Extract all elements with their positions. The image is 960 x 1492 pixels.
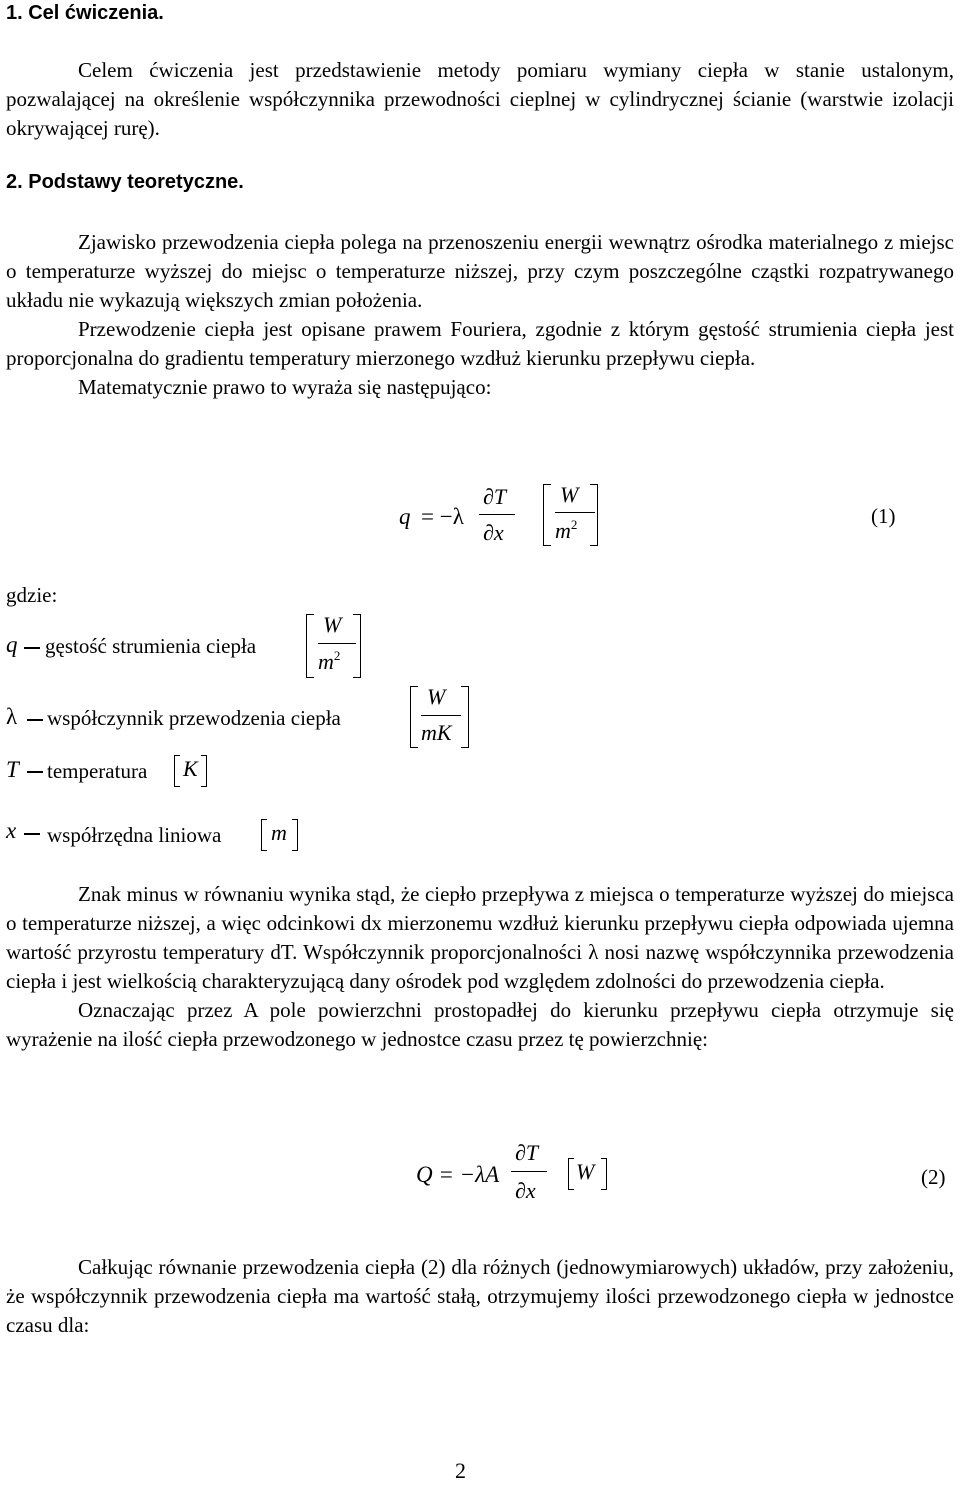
eq2-number: (2) xyxy=(921,1165,946,1189)
eq1-numerator: ∂T xyxy=(483,484,507,509)
legend-item-lambda xyxy=(0,682,600,752)
legend-lambda-unit-numerator: W xyxy=(427,684,446,709)
section-1-heading: 1. Cel ćwiczenia. xyxy=(6,2,164,24)
eq2-left-bracket xyxy=(568,1158,574,1190)
eq2-denominator: ∂x xyxy=(515,1178,536,1203)
equation-1 xyxy=(395,478,955,558)
eq1-denominator: ∂x xyxy=(483,520,504,545)
section-1-paragraph: Celem ćwiczenia jest przedstawienie metody pomiaru wymiany ciepła w stanie ustalonym, pozwalającej na określenie współczynnika przewodności cieplnej w cylindrycznej ścianie (warstwie izolacji okrywającej rurę). xyxy=(6,58,954,140)
legend-T-right-bracket xyxy=(201,755,207,787)
eq2-numerator: ∂T xyxy=(515,1140,539,1165)
section-2-heading: 2. Podstawy teoretyczne. xyxy=(6,171,244,193)
legend-q-unit-numerator: W xyxy=(323,612,342,637)
paragraph-area-a: Oznaczając przez A pole powierzchni prostopadłej do kierunku przepływu ciepła otrzymuje się wyrażenie na ilość ciepła przewodzonego w jednostce czasu przez tę powierzchnię: xyxy=(6,998,954,1051)
legend-lambda-dash xyxy=(27,719,43,721)
eq1-right-bracket xyxy=(590,484,598,546)
section-2-paragraph-1: Zjawisko przewodzenia ciepła polega na przenoszeniu energii wewnątrz ośrodka materialnego z miejsc o temperaturze wyższej do miejsc o temperaturze niższej, przy czym poszczególne cząstki rozpatrywanego układu nie wykazują większych zmian położenia. xyxy=(6,230,954,312)
legend-x-dash xyxy=(24,833,40,835)
legend-T-unit: K xyxy=(183,756,198,781)
legend-x-symbol: x xyxy=(6,818,17,843)
section-2-paragraph-2: Przewodzenie ciepła jest opisane prawem Fouriera, zgodnie z którym gęstość strumienia ciepła jest proporcjonalna do gradientu temperatury mierzonego wzdłuż kierunku przepływu ciepła. xyxy=(6,317,954,370)
section-1-text xyxy=(6,56,954,143)
legend-x-right-bracket xyxy=(292,819,298,851)
legend-x-unit: m xyxy=(271,820,287,845)
legend-q-symbol: q xyxy=(6,632,18,657)
legend-lambda-text: współczynnik przewodzenia ciepła xyxy=(47,706,341,730)
legend-T-left-bracket xyxy=(174,755,180,787)
equation-2 xyxy=(410,1138,955,1218)
section-2-text xyxy=(6,228,954,402)
body-text-after-legend xyxy=(6,880,954,1054)
legend-lambda-unit-bar xyxy=(421,715,461,716)
eq1-unit-base: m xyxy=(555,518,571,543)
legend-q-text: gęstość strumienia ciepła xyxy=(45,634,257,658)
legend-lambda-left-bracket xyxy=(410,686,418,748)
paragraph-minus-sign: Znak minus w równaniu wynika stąd, że ciepło przepływa z miejsca o temperaturze wyższej do miejsca o temperaturze niższej, a więc odcinkowi dx mierzonemu wzdłuż kierunku przepływu ciepła odpowiada ujemna wartość przyrostu temperatury dT. Współczynnik proporcjonalności λ nosi nazwę współczynnika przewodzenia ciepła i jest wielkością charakteryzującą dany ośrodek pod względem zdolności do przewodzenia ciepła. xyxy=(6,882,954,993)
eq1-unit-numerator: W xyxy=(560,482,579,507)
legend-intro: gdzie: xyxy=(6,583,58,607)
eq1-fraction-bar xyxy=(479,514,515,515)
legend-T-text: temperatura xyxy=(47,759,148,783)
legend-item-T xyxy=(0,752,600,792)
eq1-unit-exponent: 2 xyxy=(570,517,578,532)
eq1-equals-lambda: = −λ xyxy=(421,504,464,529)
paragraph-integration: Całkując równanie przewodzenia ciepła (2) dla różnych (jednowymiarowych) układów, przy założeniu, że współczynnik przewodzenia ciepła ma wartość stałą, otrzymujemy ilości przewodzonego ciepła w jednostce czasu dla: xyxy=(6,1255,954,1337)
legend-q-unit-base: m xyxy=(318,649,334,674)
legend-q-left-bracket xyxy=(306,614,314,678)
legend-x-left-bracket xyxy=(261,819,267,851)
eq2-unit: W xyxy=(576,1159,595,1184)
eq2-lhs: Q = −λA xyxy=(416,1162,500,1187)
legend-lambda-unit-denominator: mK xyxy=(421,720,452,745)
eq2-right-bracket xyxy=(601,1158,607,1190)
legend-q-right-bracket xyxy=(353,614,361,678)
body-text-last xyxy=(6,1253,954,1340)
page-number: 2 xyxy=(455,1458,466,1483)
eq1-unit-denominator xyxy=(555,518,577,544)
legend-lambda-right-bracket xyxy=(461,686,469,748)
legend-x-text: współrzędna liniowa xyxy=(47,823,222,847)
legend-T-symbol: T xyxy=(6,757,19,782)
section-2-paragraph-3: Matematycznie prawo to wyraża się następująco: xyxy=(78,375,492,399)
legend-T-dash xyxy=(27,771,43,773)
legend-item-x xyxy=(0,815,600,855)
eq1-left-bracket xyxy=(543,484,551,546)
legend-q-unit-exponent: 2 xyxy=(333,648,341,663)
eq1-unit-bar xyxy=(555,512,595,513)
eq2-fraction-bar xyxy=(511,1171,547,1172)
legend-item-q xyxy=(0,612,600,682)
legend-q-dash xyxy=(24,647,40,649)
eq1-number: (1) xyxy=(871,504,896,528)
legend-q-unit-denominator xyxy=(318,649,340,675)
eq1-lhs: q xyxy=(399,504,411,529)
legend-lambda-symbol: λ xyxy=(6,704,18,729)
legend-q-unit-bar xyxy=(318,643,356,644)
